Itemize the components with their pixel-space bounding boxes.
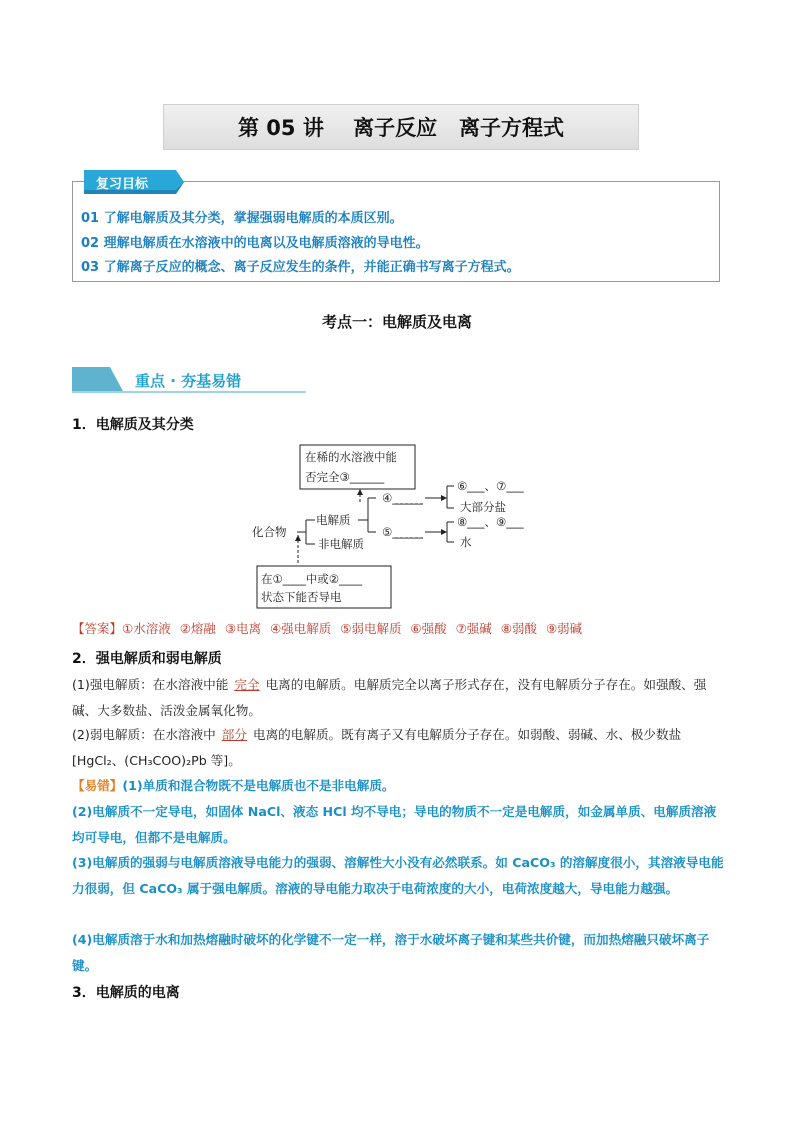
p2-fill: 部分 — [221, 727, 247, 742]
p1-fill: 完全 — [234, 677, 260, 692]
section-title: 考点一：电解质及电离 — [321, 313, 472, 331]
error-tag: 【易错】 — [72, 778, 123, 793]
weak-note: 水 — [460, 535, 472, 549]
weak-electrolyte-paragraph — [72, 722, 724, 774]
classification-diagram — [240, 440, 560, 612]
p2-after: 电离的电解质。既有离子又有电解质分子存在。如弱酸、弱碱、水、极少数盐[HgCl₂、(CH₃COO)₂Pb 等]。 — [72, 727, 682, 768]
key-points-banner-label: 重点 · 夯基易错 — [135, 372, 242, 390]
strong-items: ⑥___、⑦___ — [457, 479, 524, 493]
question-box-line1: 在稀的水溶液中能 — [305, 450, 397, 464]
error-text-1: (1)单质和混合物既不是电解质也不是非电解质。 — [122, 778, 395, 793]
heading-ionization: 3．电解质的电离 — [72, 985, 180, 1001]
condition-box-line2: 状态下能否导电 — [261, 590, 342, 604]
blank-5: ⑤_____ — [382, 525, 422, 539]
condition-box-line1: 在①____中或②____ — [261, 572, 363, 586]
electrolyte-label: 电解质 — [316, 513, 351, 527]
answer-prefix: 【答案】 — [72, 621, 123, 636]
answer-line — [72, 619, 582, 637]
error-note-3: (3)电解质的强弱与电解质溶液导电能力的强弱、溶解性大小没有必然联系。如 CaCO₃ 的溶解度很小，其溶液导电能力很弱，但 CaCO₃ 属于强电解质。溶液的导电能力取决于电荷浓度的大小，电荷浓度越大，导电能力越强。 — [72, 855, 724, 896]
objective-item: 01 了解电解质及其分类，掌握强弱电解质的本质区别。 — [81, 211, 403, 226]
p2-before: (2)弱电解质：在水溶液中 — [72, 727, 216, 742]
error-note-4: (4)电解质溶于水和加热熔融时破坏的化学键不一定一样，溶于水破坏离子键和某些共价键，而加热熔融只破坏离子键。 — [72, 932, 710, 973]
strong-electrolyte-paragraph — [72, 672, 724, 724]
non-electrolyte-label: 非电解质 — [318, 537, 364, 551]
p1-before: (1)强电解质：在水溶液中能 — [72, 677, 229, 692]
p1-after: 电离的电解质。电解质完全以离子形式存在，没有电解质分子存在。如强酸、强碱、大多数盐、活泼金属氧化物。 — [72, 677, 707, 718]
compound-label: 化合物 — [252, 525, 287, 539]
objective-item: 02 理解电解质在水溶液中的电离以及电解质溶液的导电性。 — [81, 236, 429, 251]
objective-item: 03 了解离子反应的概念、离子反应发生的条件，并能正确书写离子方程式。 — [81, 260, 520, 275]
answer-items: ①水溶液 ②熔融 ③电离 ④强电解质 ⑤弱电解质 ⑥强酸 ⑦强碱 ⑧弱酸 ⑨弱碱 — [122, 621, 583, 636]
blank-4: ④_____ — [382, 491, 422, 505]
strong-note: 大部分盐 — [460, 500, 506, 514]
error-note-1 — [72, 773, 726, 799]
page-title: 第 05 讲 离子反应 离子方程式 — [163, 104, 639, 150]
objectives-tab-label: 复习目标 — [96, 177, 149, 192]
weak-items: ⑧___、⑨___ — [457, 515, 524, 529]
question-box-line2: 否完全③______ — [305, 470, 385, 484]
heading-strong-weak: 2．强电解质和弱电解质 — [72, 651, 222, 667]
heading-electrolyte-classification: 1．电解质及其分类 — [72, 417, 194, 433]
error-note-2: (2)电解质不一定导电，如固体 NaCl、液态 HCl 均不导电；导电的物质不一定是电解质，如金属单质、电解质溶液均可导电，但都不是电解质。 — [72, 804, 717, 845]
